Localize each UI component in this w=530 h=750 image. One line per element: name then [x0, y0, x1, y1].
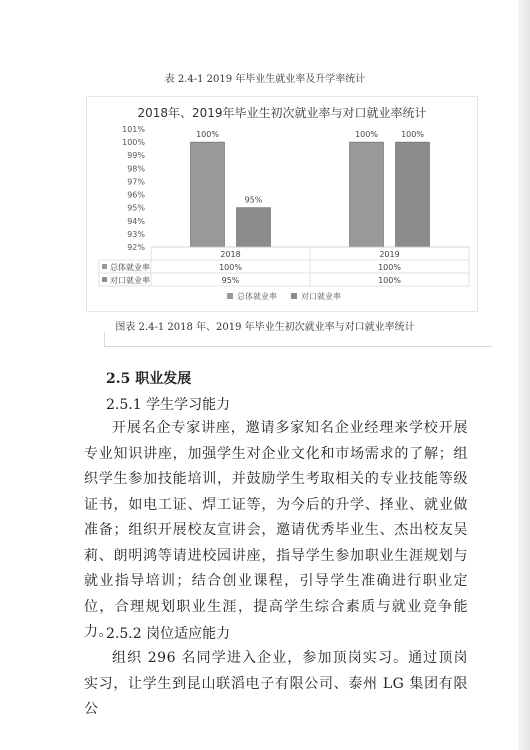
- y-tick-label: 96%: [127, 190, 145, 200]
- divider-tick: [104, 332, 105, 346]
- table-legend-key: [102, 277, 107, 282]
- divider: [104, 346, 492, 347]
- table-legend-key: [102, 264, 107, 269]
- paragraph-2: 组织 296 名同学进入企业，参加顶岗实习。通过顶岗实习，让学生到昆山联滔电子有限公司、泰州 LG 集团有限公: [84, 650, 468, 717]
- y-tick-label: 93%: [127, 229, 145, 239]
- page-edge: [518, 0, 530, 750]
- bar-2-2019: [396, 142, 430, 247]
- bar-data-label: 100%: [196, 130, 219, 140]
- y-tick-label: 101%: [122, 125, 145, 134]
- table-cell: 100%: [219, 263, 242, 272]
- bar-data-label: 100%: [355, 130, 378, 140]
- bar-2-2018: [237, 208, 271, 247]
- x-tick-label: 2018: [220, 250, 241, 259]
- y-tick-label: 92%: [127, 243, 145, 252]
- y-tick-label: 100%: [122, 138, 145, 148]
- bar-1-2019: [350, 142, 384, 247]
- figure-caption: 图表 2.4-1 2018 年、2019 年毕业生初次就业率与对口就业率统计: [115, 322, 415, 333]
- paragraph-1: 开展名企专家讲座，邀请多家知名企业经理来学校开展专业知识讲座，加强学生对企业文化和市场需求的了解；组织学生参加技能培训，并鼓励学生考取相关的专业技能等级证书，如电工证、焊工证等，为今后的升学、择业、就业做准备；组织开展校友宣讲会，邀请优秀毕业生、杰出校友吴莉、朗明鸿等请进校园讲座，指导学生参加职业生涯规划与就业指导培训；结合创业课程，引导学生准确进行职业定位，合理规划职业生涯，提高学生综合素质与就业竞争能力。: [84, 420, 468, 640]
- table-cell: 100%: [378, 263, 401, 272]
- y-tick-label: 95%: [127, 203, 145, 213]
- subsection-heading-1: 2.5.1 学生学习能力: [106, 397, 231, 413]
- legend-label: 对口就业率: [301, 292, 341, 301]
- section-heading: 2.5 职业发展: [106, 371, 192, 387]
- y-tick-label: 94%: [127, 216, 145, 226]
- table-cell: 95%: [221, 276, 240, 285]
- y-tick-label: 97%: [127, 177, 145, 187]
- chart-title: 2018年、2019年毕业生初次就业率与对口就业率统计: [137, 106, 427, 120]
- y-tick-label: 99%: [127, 151, 145, 161]
- legend-key: [227, 293, 233, 299]
- bar-1-2018: [191, 142, 225, 247]
- x-tick-label: 2019: [379, 250, 400, 259]
- bar-data-label: 95%: [244, 195, 263, 205]
- legend-key: [291, 293, 297, 299]
- chart-svg: [87, 97, 477, 311]
- subsection-heading-2: 2.5.2 岗位适应能力: [106, 626, 231, 642]
- y-tick-label: 98%: [127, 164, 145, 174]
- legend-label: 总体就业率: [237, 292, 277, 301]
- table-series-name: 总体就业率: [110, 263, 150, 272]
- table-cell: 100%: [378, 276, 401, 285]
- chart-container: [86, 96, 478, 312]
- bar-data-label: 100%: [401, 130, 424, 140]
- table-series-name: 对口就业率: [110, 276, 150, 285]
- table-caption: 表 2.4-1 2019 年毕业生就业率及升学率统计: [164, 74, 366, 85]
